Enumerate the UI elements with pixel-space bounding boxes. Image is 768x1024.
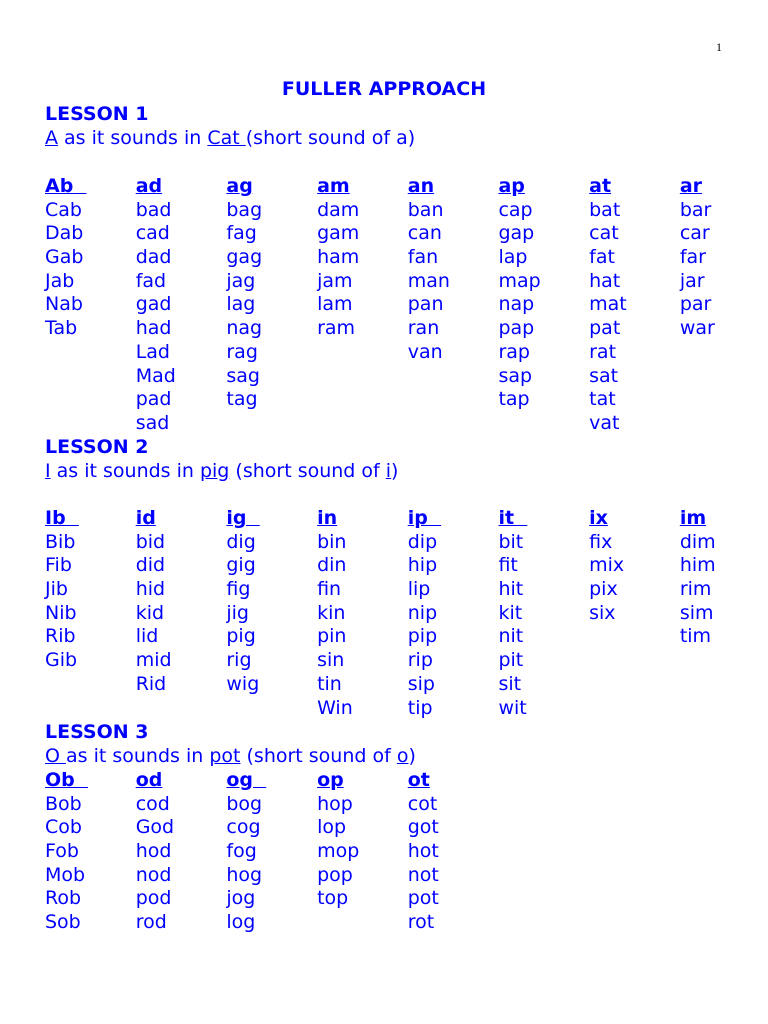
word-cell: gad — [135, 293, 172, 316]
word-cell: van — [407, 340, 443, 363]
word-cell: dam — [317, 198, 360, 221]
word-cell: sap — [498, 364, 533, 387]
word-cell: jag — [226, 269, 256, 292]
word-cell: pit — [498, 649, 524, 672]
word-cell: tat — [589, 388, 616, 411]
word-cell: lag — [226, 293, 256, 316]
subtitle-segment: o — [396, 745, 409, 767]
lesson-2-subtitle — [45, 460, 398, 482]
word-cell: pop — [317, 863, 353, 886]
word-cell: far — [679, 246, 706, 269]
word-cell: pip — [407, 625, 438, 648]
word-cell: map — [498, 269, 541, 292]
column-header: ot — [407, 769, 430, 791]
word-cell: jog — [226, 887, 256, 910]
word-cell: Bob — [45, 792, 82, 815]
word-cell: pin — [317, 625, 347, 648]
word-cell: Jab — [45, 269, 75, 292]
word-cell: hot — [407, 840, 439, 863]
word-cell: Cab — [45, 198, 82, 221]
word-cell: fan — [407, 246, 439, 269]
word-cell: war — [679, 317, 715, 340]
word-cell: lam — [317, 293, 353, 316]
word-cell: cap — [498, 198, 533, 221]
lesson-3-heading: LESSON 3 — [45, 721, 149, 743]
word-cell: ham — [317, 246, 360, 269]
word-cell: Bib — [45, 530, 76, 553]
word-cell: gig — [226, 554, 256, 577]
word-cell: rap — [498, 340, 530, 363]
word-cell: rim — [679, 578, 712, 601]
word-cell: Nib — [45, 601, 77, 624]
column-header: at — [589, 175, 612, 197]
column-header: im — [679, 507, 707, 529]
subtitle-segment: (short sound of — [229, 460, 386, 482]
word-cell: hat — [589, 269, 621, 292]
word-cell: him — [679, 554, 716, 577]
subtitle-segment: I — [45, 460, 51, 482]
word-cell: Win — [317, 696, 353, 719]
word-cell: ran — [407, 317, 440, 340]
column-header: ap — [498, 175, 525, 197]
word-cell: nod — [135, 863, 172, 886]
word-cell: Dab — [45, 222, 84, 245]
word-cell: Gib — [45, 649, 78, 672]
word-cell: tip — [407, 696, 433, 719]
word-cell: din — [317, 554, 347, 577]
word-cell: sad — [135, 411, 170, 434]
word-cell: nip — [407, 601, 438, 624]
column-header: an — [407, 175, 435, 197]
word-cell: tag — [226, 388, 258, 411]
word-cell: rot — [407, 911, 435, 934]
subtitle-segment: Cat — [207, 127, 246, 149]
word-cell: ram — [317, 317, 356, 340]
column-header: ip — [407, 507, 442, 529]
word-cell: pix — [589, 578, 618, 601]
word-cell: mix — [589, 554, 625, 577]
lesson-1-heading: LESSON 1 — [45, 103, 149, 125]
word-cell: nap — [498, 293, 535, 316]
word-cell: mid — [135, 649, 172, 672]
word-cell: nag — [226, 317, 263, 340]
word-cell: Rid — [135, 672, 167, 695]
word-cell: cad — [135, 222, 170, 245]
word-cell: dim — [679, 530, 716, 553]
word-cell: hit — [498, 578, 524, 601]
column-header: od — [135, 769, 163, 791]
column-header: Ib — [45, 507, 79, 529]
word-cell: God — [135, 816, 175, 839]
word-cell: cod — [135, 792, 170, 815]
word-cell: had — [135, 317, 172, 340]
word-cell: dig — [226, 530, 256, 553]
word-cell: rip — [407, 649, 433, 672]
word-cell: Rib — [45, 625, 76, 648]
word-cell: bat — [589, 198, 621, 221]
word-cell: not — [407, 863, 439, 886]
word-cell: hip — [407, 554, 438, 577]
word-cell: lap — [498, 246, 528, 269]
word-cell: hod — [135, 840, 172, 863]
column-header: ag — [226, 175, 253, 197]
lesson-2-word-grid — [45, 507, 768, 720]
column-header: Ab — [45, 175, 87, 197]
word-cell: Lad — [135, 340, 170, 363]
word-cell: gam — [317, 222, 360, 245]
column-header: ix — [589, 507, 608, 529]
word-cell: fat — [589, 246, 615, 269]
word-cell: bag — [226, 198, 263, 221]
word-cell: rig — [226, 649, 252, 672]
lesson-1-subtitle — [45, 127, 415, 149]
word-cell: fog — [226, 840, 257, 863]
word-cell: wit — [498, 696, 527, 719]
word-cell: kit — [498, 601, 523, 624]
word-cell: mat — [589, 293, 627, 316]
word-cell: sip — [407, 672, 435, 695]
column-header: op — [317, 769, 344, 791]
word-cell: jam — [317, 269, 353, 292]
word-cell: Mob — [45, 863, 86, 886]
word-cell: wig — [226, 672, 260, 695]
word-cell: got — [407, 816, 439, 839]
word-cell: man — [407, 269, 450, 292]
word-cell: lid — [135, 625, 159, 648]
word-cell: kid — [135, 601, 165, 624]
word-cell: Tab — [45, 317, 78, 340]
column-header: in — [317, 507, 338, 529]
word-cell: fit — [498, 554, 518, 577]
word-cell: bin — [317, 530, 347, 553]
word-cell: ban — [407, 198, 444, 221]
subtitle-segment: i — [385, 460, 392, 482]
page-title: FULLER APPROACH — [281, 78, 487, 100]
subtitle-segment: ) — [408, 745, 416, 767]
word-cell: tap — [498, 388, 530, 411]
word-cell: nit — [498, 625, 524, 648]
subtitle-segment: as it sounds in — [66, 745, 210, 767]
word-cell: sim — [679, 601, 714, 624]
word-cell: sin — [317, 649, 345, 672]
word-cell: pad — [135, 388, 172, 411]
word-cell: bar — [679, 198, 712, 221]
column-header: ad — [135, 175, 163, 197]
word-cell: Jib — [45, 578, 68, 601]
word-cell: bid — [135, 530, 166, 553]
word-cell: rag — [226, 340, 258, 363]
word-cell: fig — [226, 578, 251, 601]
lesson-3-subtitle — [45, 745, 416, 767]
word-cell: sat — [589, 364, 619, 387]
column-header: Ob — [45, 769, 88, 791]
column-header: am — [317, 175, 350, 197]
subtitle-segment: pig — [199, 460, 230, 482]
page-number: 1 — [716, 40, 722, 54]
lesson-3-word-grid — [45, 769, 768, 935]
word-cell: rod — [135, 911, 167, 934]
subtitle-segment: as it sounds in — [50, 460, 200, 482]
word-cell: hog — [226, 863, 263, 886]
word-cell: did — [135, 554, 166, 577]
word-cell: pod — [135, 887, 172, 910]
column-header: it — [498, 507, 528, 529]
word-cell: cat — [589, 222, 619, 245]
word-cell: pig — [226, 625, 256, 648]
word-cell: fag — [226, 222, 257, 245]
word-cell: Fib — [45, 554, 72, 577]
word-cell: par — [679, 293, 712, 316]
lesson-1-word-grid — [45, 175, 768, 436]
word-cell: Sob — [45, 911, 81, 934]
word-cell: kin — [317, 601, 346, 624]
word-cell: pap — [498, 317, 535, 340]
word-cell: dip — [407, 530, 438, 553]
subtitle-segment: as it sounds in — [58, 127, 208, 149]
word-cell: gag — [226, 246, 263, 269]
column-header: ar — [679, 175, 703, 197]
word-cell: vat — [589, 411, 620, 434]
word-cell: can — [407, 222, 442, 245]
word-cell: fix — [589, 530, 613, 553]
word-cell: pan — [407, 293, 444, 316]
word-cell: hid — [135, 578, 166, 601]
word-cell: jar — [679, 269, 705, 292]
word-cell: sit — [498, 672, 522, 695]
word-cell: fin — [317, 578, 342, 601]
word-cell: Gab — [45, 246, 84, 269]
word-cell: pat — [589, 317, 621, 340]
word-cell: cot — [407, 792, 438, 815]
word-cell: tim — [679, 625, 712, 648]
word-cell: car — [679, 222, 710, 245]
word-cell: pot — [407, 887, 439, 910]
column-header: id — [135, 507, 156, 529]
word-cell: lop — [317, 816, 347, 839]
word-cell: log — [226, 911, 256, 934]
word-cell: Nab — [45, 293, 83, 316]
column-header: og — [226, 769, 267, 791]
subtitle-segment: (short sound of a) — [245, 127, 416, 149]
word-cell: rat — [589, 340, 617, 363]
word-cell: jig — [226, 601, 249, 624]
word-cell: bog — [226, 792, 263, 815]
column-header: ig — [226, 507, 260, 529]
lesson-2-heading: LESSON 2 — [45, 436, 149, 458]
word-cell: six — [589, 601, 616, 624]
subtitle-segment: O — [45, 745, 66, 767]
word-cell: Rob — [45, 887, 82, 910]
subtitle-segment: ) — [391, 460, 399, 482]
word-cell: dad — [135, 246, 172, 269]
word-cell: gap — [498, 222, 535, 245]
word-cell: Mad — [135, 364, 176, 387]
word-cell: Fob — [45, 840, 79, 863]
subtitle-segment: A — [45, 127, 58, 149]
subtitle-segment: pot — [209, 745, 241, 767]
word-cell: lip — [407, 578, 431, 601]
word-cell: fad — [135, 269, 167, 292]
word-cell: mop — [317, 840, 360, 863]
word-cell: sag — [226, 364, 260, 387]
word-cell: cog — [226, 816, 261, 839]
word-cell: hop — [317, 792, 353, 815]
word-cell: bit — [498, 530, 524, 553]
subtitle-segment: (short sound of — [240, 745, 397, 767]
word-cell: tin — [317, 672, 342, 695]
word-cell: Cob — [45, 816, 82, 839]
word-cell: bad — [135, 198, 172, 221]
word-cell: top — [317, 887, 349, 910]
